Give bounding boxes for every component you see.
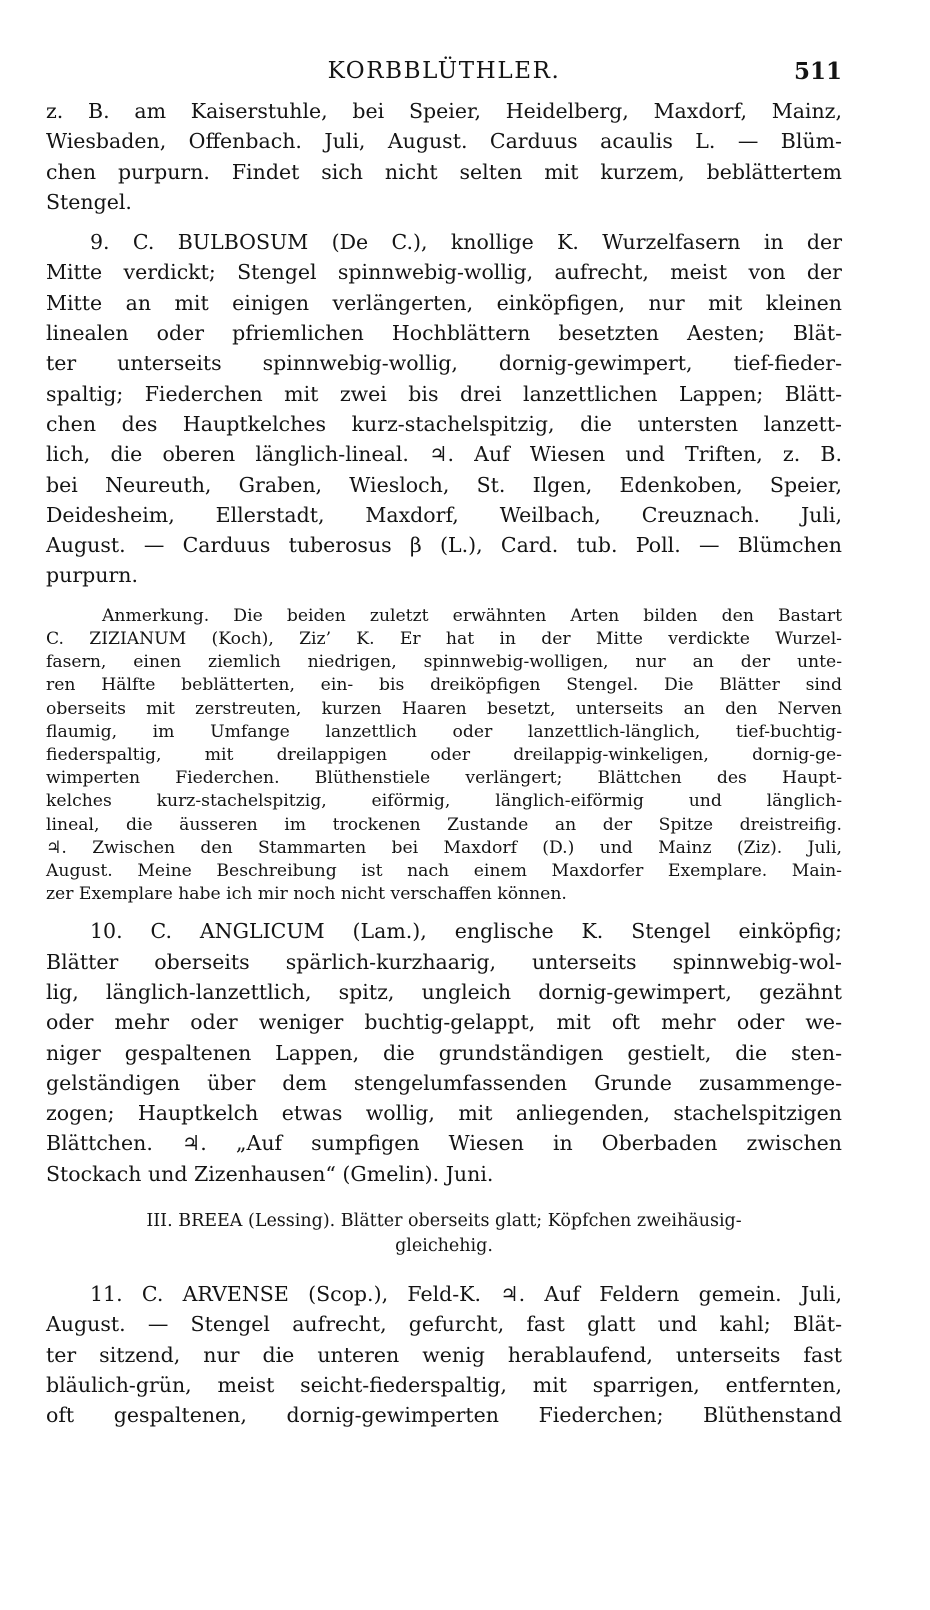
text-line: flaumig, im Umfange lanzettlich oder lanzettlich-länglich, tief-buchtig-	[46, 721, 842, 742]
text-line: chen purpurn. Findet sich nicht selten mit kurzem, beblättertem	[46, 159, 842, 184]
section-heading-breea	[46, 1209, 842, 1259]
text-line: August. — Stengel aufrecht, gefurcht, fast glatt und kahl; Blät-	[46, 1312, 842, 1337]
text-line: lich, die oberen länglich-lineal. ♃. Auf Wiesen und Triften, z. B.	[46, 442, 842, 467]
text-line: lineal, die äusseren im trockenen Zustande an der Spitze dreistreifig.	[46, 814, 842, 835]
species-entry-arvense	[46, 1279, 842, 1430]
text-line: z. B. am Kaiserstuhle, bei Speier, Heidelberg, Maxdorf, Mainz,	[46, 99, 842, 123]
text-line: Mitte verdickt; Stengel spinnwebig-wollig, aufrecht, meist von der	[46, 260, 842, 285]
text-line: ♃. Zwischen den Stammarten bei Maxdorf (D.) und Mainz (Ziz). Juli,	[46, 837, 842, 858]
text-line: Deidesheim, Ellerstadt, Maxdorf, Weilbach, Creuznach. Juli,	[46, 502, 842, 527]
text-line: ren Hälfte beblätterten, ein- bis dreiköpfigen Stengel. Die Blätter sind	[46, 675, 842, 696]
text-line: 10. C. ANGLICUM (Lam.), englische K. Stengel einköpfig;	[90, 919, 842, 944]
page-header	[46, 52, 842, 96]
page-number: 511	[793, 58, 842, 85]
text-line: Stockach und Zizenhausen“ (Gmelin). Juni.	[46, 1161, 494, 1186]
text-line: Stengel.	[46, 189, 132, 214]
text-line: lig, länglich-lanzettlich, spitz, ungleich dornig-gewimpert, gezähnt	[46, 979, 842, 1004]
text-line: purpurn.	[46, 563, 138, 588]
heading-line: gleichehig.	[395, 1236, 493, 1257]
text-line: linealen oder pfriemlichen Hochblättern besetzten Aesten; Blät-	[46, 321, 842, 346]
text-line: chen des Hauptkelches kurz-stachelspitzig, die untersten lanzett-	[46, 411, 842, 436]
text-line: spaltig; Fiederchen mit zwei bis drei lanzettlichen Lappen; Blätt-	[46, 381, 842, 406]
text-line: August. — Carduus tuberosus β (L.), Card. tub. Poll. — Blümchen	[46, 533, 842, 558]
species-entry-bulbosum	[46, 227, 842, 591]
species-entry-anglicum	[46, 916, 842, 1189]
text-line: gelständigen über dem stengelumfassenden Grunde zusammenge-	[46, 1070, 842, 1095]
text-line: oft gespaltenen, dornig-gewimperten Fiederchen; Blüthenstand	[46, 1403, 842, 1428]
text-line: zogen; Hauptkelch etwas wollig, mit anliegenden, stachelspitzigen	[46, 1101, 842, 1126]
text-line: oberseits mit zerstreuten, kurzen Haaren besetzt, unterseits an den Nerven	[46, 698, 842, 719]
text-line: 11. C. ARVENSE (Scop.), Feld-K. ♃. Auf Feldern gemein. Juli,	[90, 1282, 842, 1307]
text-line: Mitte an mit einigen verlängerten, einköpfigen, nur mit kleinen	[46, 290, 842, 315]
text-line: ter sitzend, nur die unteren wenig herablaufend, unterseits fast	[46, 1342, 842, 1367]
text-line: C. ZIZIANUM (Koch), Ziz’ K. Er hat in der Mitte verdickte Wurzel-	[46, 628, 842, 649]
text-line: zer Exemplare habe ich mir noch nicht verschaffen können.	[46, 884, 567, 905]
text-line: Anmerkung. Die beiden zuletzt erwähnten Arten bilden den Bastart	[102, 605, 842, 626]
running-head: KORBBLÜTHLER.	[327, 58, 561, 84]
text-line: wimperten Fiederchen. Blüthenstiele verlängert; Blättchen des Haupt-	[46, 768, 842, 789]
text-line: oder mehr oder weniger buchtig-gelappt, mit oft mehr oder we-	[46, 1010, 842, 1035]
note-anmerkung	[46, 605, 842, 907]
text-line: kelches kurz-stachelspitzig, eiförmig, länglich-eiförmig und länglich-	[46, 791, 842, 812]
paragraph-continuation	[46, 96, 842, 217]
heading-line: III. BREEA (Lessing). Blätter oberseits glatt; Köpfchen zweihäusig-	[146, 1211, 742, 1232]
text-line: fasern, einen ziemlich niedrigen, spinnwebig-wolligen, nur an der unte-	[46, 652, 842, 673]
text-line: Blättchen. ♃. „Auf sumpfigen Wiesen in Oberbaden zwischen	[46, 1131, 842, 1156]
text-line: fiederspaltig, mit dreilappigen oder dreilappig-winkeligen, dornig-ge-	[46, 744, 842, 765]
text-line: ter unterseits spinnwebig-wollig, dornig-gewimpert, tief-fieder-	[46, 351, 842, 376]
text-line: August. Meine Beschreibung ist nach einem Maxdorfer Exemplare. Main-	[46, 860, 842, 881]
text-line: bläulich-grün, meist seicht-fiederspaltig, mit sparrigen, entfernten,	[46, 1372, 842, 1397]
book-page	[46, 52, 842, 1431]
text-line: bei Neureuth, Graben, Wiesloch, St. Ilgen, Edenkoben, Speier,	[46, 472, 842, 497]
text-line: 9. C. BULBOSUM (De C.), knollige K. Wurzelfasern in der	[90, 230, 842, 255]
text-line: Wiesbaden, Offenbach. Juli, August. Carduus acaulis L. — Blüm-	[46, 129, 842, 154]
text-line: niger gespaltenen Lappen, die grundständigen gestielt, die sten-	[46, 1040, 842, 1065]
text-line: Blätter oberseits spärlich-kurzhaarig, unterseits spinnwebig-wol-	[46, 949, 842, 974]
